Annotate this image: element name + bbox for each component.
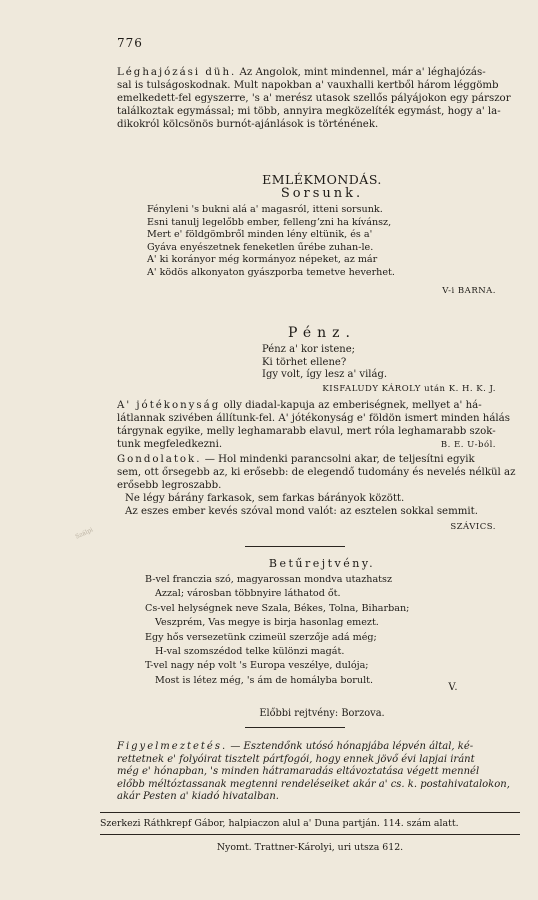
poem-line: B-vel franczia szó, magyarossan mondva utazhatsz <box>145 574 393 585</box>
poem-title-penz: Pénz. <box>288 325 356 341</box>
text-line: olly diadal-kapuja az emberiségnek, mellyet a' há- <box>220 400 482 411</box>
poem-sorsunk <box>147 204 395 279</box>
article-author: SZÁVICS. <box>450 522 496 532</box>
poem-line: Mert e' földgömbről minden lény eltünik, és a' <box>147 229 373 240</box>
article-lead: A' jótékonyság <box>117 400 221 411</box>
article-author: B. E. U-ból. <box>440 440 496 450</box>
footer-printer: Nyomt. Trattner-Károlyi, uri utsza 612. <box>216 842 404 853</box>
margin-note: Szálpi <box>74 526 95 541</box>
text-line: Ne légy bárány farkasok, sem farkas bárányok között. <box>125 493 405 504</box>
text-line: Az Angolok, mint mindennel, már a' léghajózás- <box>236 67 486 78</box>
text-line: rettetnek e' folyóirat tisztelt pártfogói, hogy ennek jövő évi lapjai iránt <box>117 753 475 765</box>
poem-line: Veszprém, Vas megye is birja hasonlag emezt. <box>155 617 379 629</box>
poem-author: KISFALUDY KÁROLY után K. H. K. J. <box>322 384 496 394</box>
poem-penz <box>262 344 387 382</box>
divider <box>245 727 345 728</box>
text-line: emelkedett-fel egyszerre, 's a' merész utasok szellős pályájokon egy párszor <box>117 93 511 104</box>
poem-line: Esni tanulj legelőbb ember, fellengʼzni ha kívánsz, <box>147 216 392 228</box>
poem-line: A' ki korányor még kormányoz népeket, az már <box>147 254 378 265</box>
poem-line: Most is létez még, 's ám de homályba borult. <box>155 674 374 686</box>
article-lead: Gondolatok. <box>117 454 202 465</box>
footer-editor: Szerkezi Ráthkrepf Gábor, halpiaczon alul a' Duna partján. 114. szám alatt. <box>100 818 459 829</box>
text-line: találkoztak egymással; mi több, annyira megközelíték egymást, hogy a' la- <box>117 106 501 117</box>
article-lead: Léghajózási düh. <box>117 67 237 78</box>
poem-line: Cs-vel helységnek neve Szala, Békes, Tolna, Biharban; <box>145 602 410 614</box>
text-line: — Hol mindenki parancsolni akar, de teljesítni egyik <box>201 454 475 465</box>
text-line: akár Pesten a' kiadó hivatalban. <box>117 791 279 802</box>
notice-block <box>117 741 527 804</box>
poem-line: Gyáva enyészetnek feneketlen űrébe zuhan-le. <box>147 241 374 253</box>
poem-author: V-i BARNA. <box>442 286 496 296</box>
text-line: sem, ott őrsegebb az, ki erősebb: de elegendő tudomány és nevelés nélkül az <box>117 467 516 478</box>
poem-line: Igy volt, így lesz a' világ. <box>262 369 388 380</box>
page-number: 776 <box>117 36 143 50</box>
riddle-poem <box>145 573 409 688</box>
footer-rule <box>100 812 520 813</box>
article-thoughts <box>117 453 527 518</box>
text-line: tárgynak egyike, melly leghamarabb elavul, mert róla leghamarabb szok- <box>117 426 496 437</box>
riddle-author: V. <box>448 682 458 693</box>
text-line: előbb méltóztassanak megtenni rendeléseiket akár a' cs. k. postahivatalokon, <box>117 778 510 790</box>
poem-line: Azzal; városban többnyire láthatod őt. <box>155 588 341 600</box>
text-line: erősebb legroszabb. <box>117 480 222 491</box>
previous-riddle-answer: Előbbi rejtvény: Borzova. <box>259 708 385 719</box>
footer-rule <box>100 834 520 835</box>
poem-line: Ki törhet ellene? <box>262 356 347 368</box>
poem-title-sorsunk: Sorsunk. <box>280 186 364 201</box>
text-line: — Esztendőnk utósó hónapjába lépvén által, ké- <box>227 741 474 752</box>
poem-line: Fényleni 's bukni alá a' magasról, itteni sorsunk. <box>147 204 383 215</box>
poem-line: Egy hős versezetünk czimeül szerzője adá még; <box>145 631 377 643</box>
section-title-emlekmondas: EMLÉKMONDÁS. <box>262 172 382 187</box>
text-line: látlannak szivében állítunk-fel. A' jótékonyság e' földön ismert minden hálás <box>117 413 510 424</box>
poem-line: H-val szomszédod telke különzi magát. <box>155 646 345 658</box>
text-line: dikokról kölcsönös burnót-ajánlások is történének. <box>117 119 379 130</box>
text-line: sal is tulságoskodnak. Mult napokban a' vauxhalli kertből három léggömb <box>117 80 499 91</box>
article-balloon-frenzy <box>117 66 527 131</box>
poem-line: Pénz a' kor istene; <box>262 344 356 355</box>
riddle-title: Betűrejtvény. <box>268 557 376 570</box>
poem-line: A' ködös alkonyaton gyászporba temetve heverhet. <box>147 266 395 278</box>
text-line: még e' hónapban, 's minden hátramaradás eltávoztatása végett mennél <box>117 766 480 777</box>
notice-lead: Figyelmeztetés. <box>117 741 228 752</box>
divider <box>245 546 345 547</box>
poem-line: T-vel nagy nép volt 's Europa veszélye, dulója; <box>145 660 369 672</box>
text-line: tunk megfeledkezni. <box>117 439 223 450</box>
text-line: Az eszes ember kevés szóval mond valót: az esztelen sokkal semmit. <box>125 506 478 517</box>
